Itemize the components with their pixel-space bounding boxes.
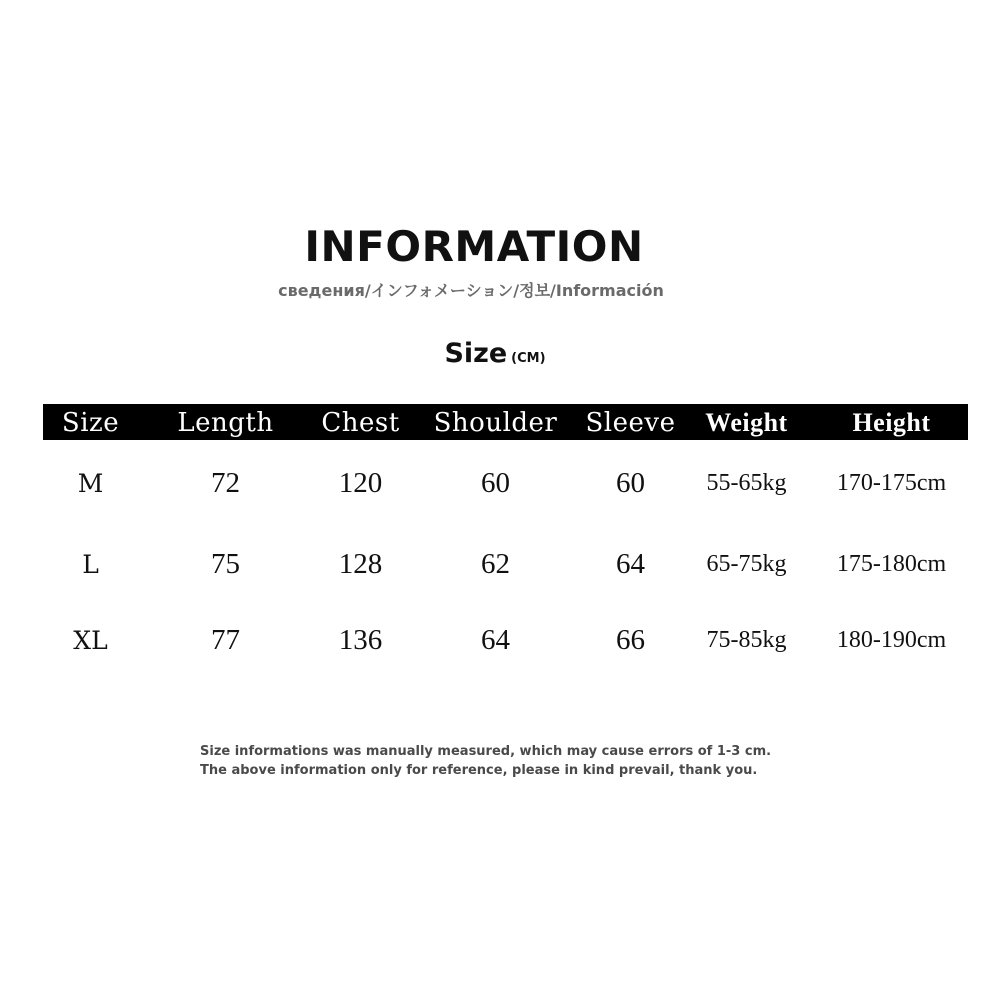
cell-weight: 55-65kg [706, 469, 787, 496]
page-title: INFORMATION [304, 222, 644, 271]
note-line: Size informations was manually measured, which may cause errors of 1-3 cm. [200, 744, 772, 759]
header-weight: Weight [678, 404, 815, 440]
cell-height: 170-175cm [836, 469, 947, 496]
table-header-row [43, 404, 968, 440]
header-chest: Chest [313, 404, 408, 440]
cell-size: XL [73, 625, 108, 655]
header-sleeve: Sleeve [583, 404, 678, 440]
size-heading [0, 336, 990, 377]
size-chart-table [43, 404, 968, 678]
cell-shoulder: 60 [481, 466, 510, 499]
size-heading-unit: (CM) [511, 351, 546, 366]
cell-sleeve: 64 [616, 547, 645, 580]
cell-size: L [82, 549, 99, 579]
cell-sleeve: 60 [616, 466, 645, 499]
cell-length: 75 [211, 547, 240, 580]
cell-chest: 120 [338, 466, 383, 499]
cell-size: M [77, 468, 104, 498]
measurement-note [200, 742, 960, 780]
header-size: Size [43, 404, 138, 440]
header-shoulder: Shoulder [408, 404, 583, 440]
cell-weight: 65-75kg [706, 550, 787, 577]
cell-shoulder: 62 [481, 547, 510, 580]
cell-sleeve: 66 [616, 623, 645, 656]
cell-shoulder: 64 [481, 623, 510, 656]
header-height: Height [815, 404, 968, 440]
cell-weight: 75-85kg [706, 626, 787, 653]
cell-height: 180-190cm [836, 626, 947, 653]
cell-length: 77 [211, 623, 240, 656]
table-row [43, 440, 968, 526]
multilingual-subtitle: сведения/インフォメーション/정보/Información [278, 281, 664, 300]
cell-height: 175-180cm [836, 550, 947, 577]
size-heading-label: Size [444, 338, 508, 369]
cell-length: 72 [211, 466, 240, 499]
table-row [43, 526, 968, 602]
header-length: Length [138, 404, 313, 440]
table-row [43, 602, 968, 678]
note-line: The above information only for reference, please in kind prevail, thank you. [200, 763, 758, 778]
cell-chest: 128 [338, 547, 383, 580]
cell-chest: 136 [338, 623, 383, 656]
